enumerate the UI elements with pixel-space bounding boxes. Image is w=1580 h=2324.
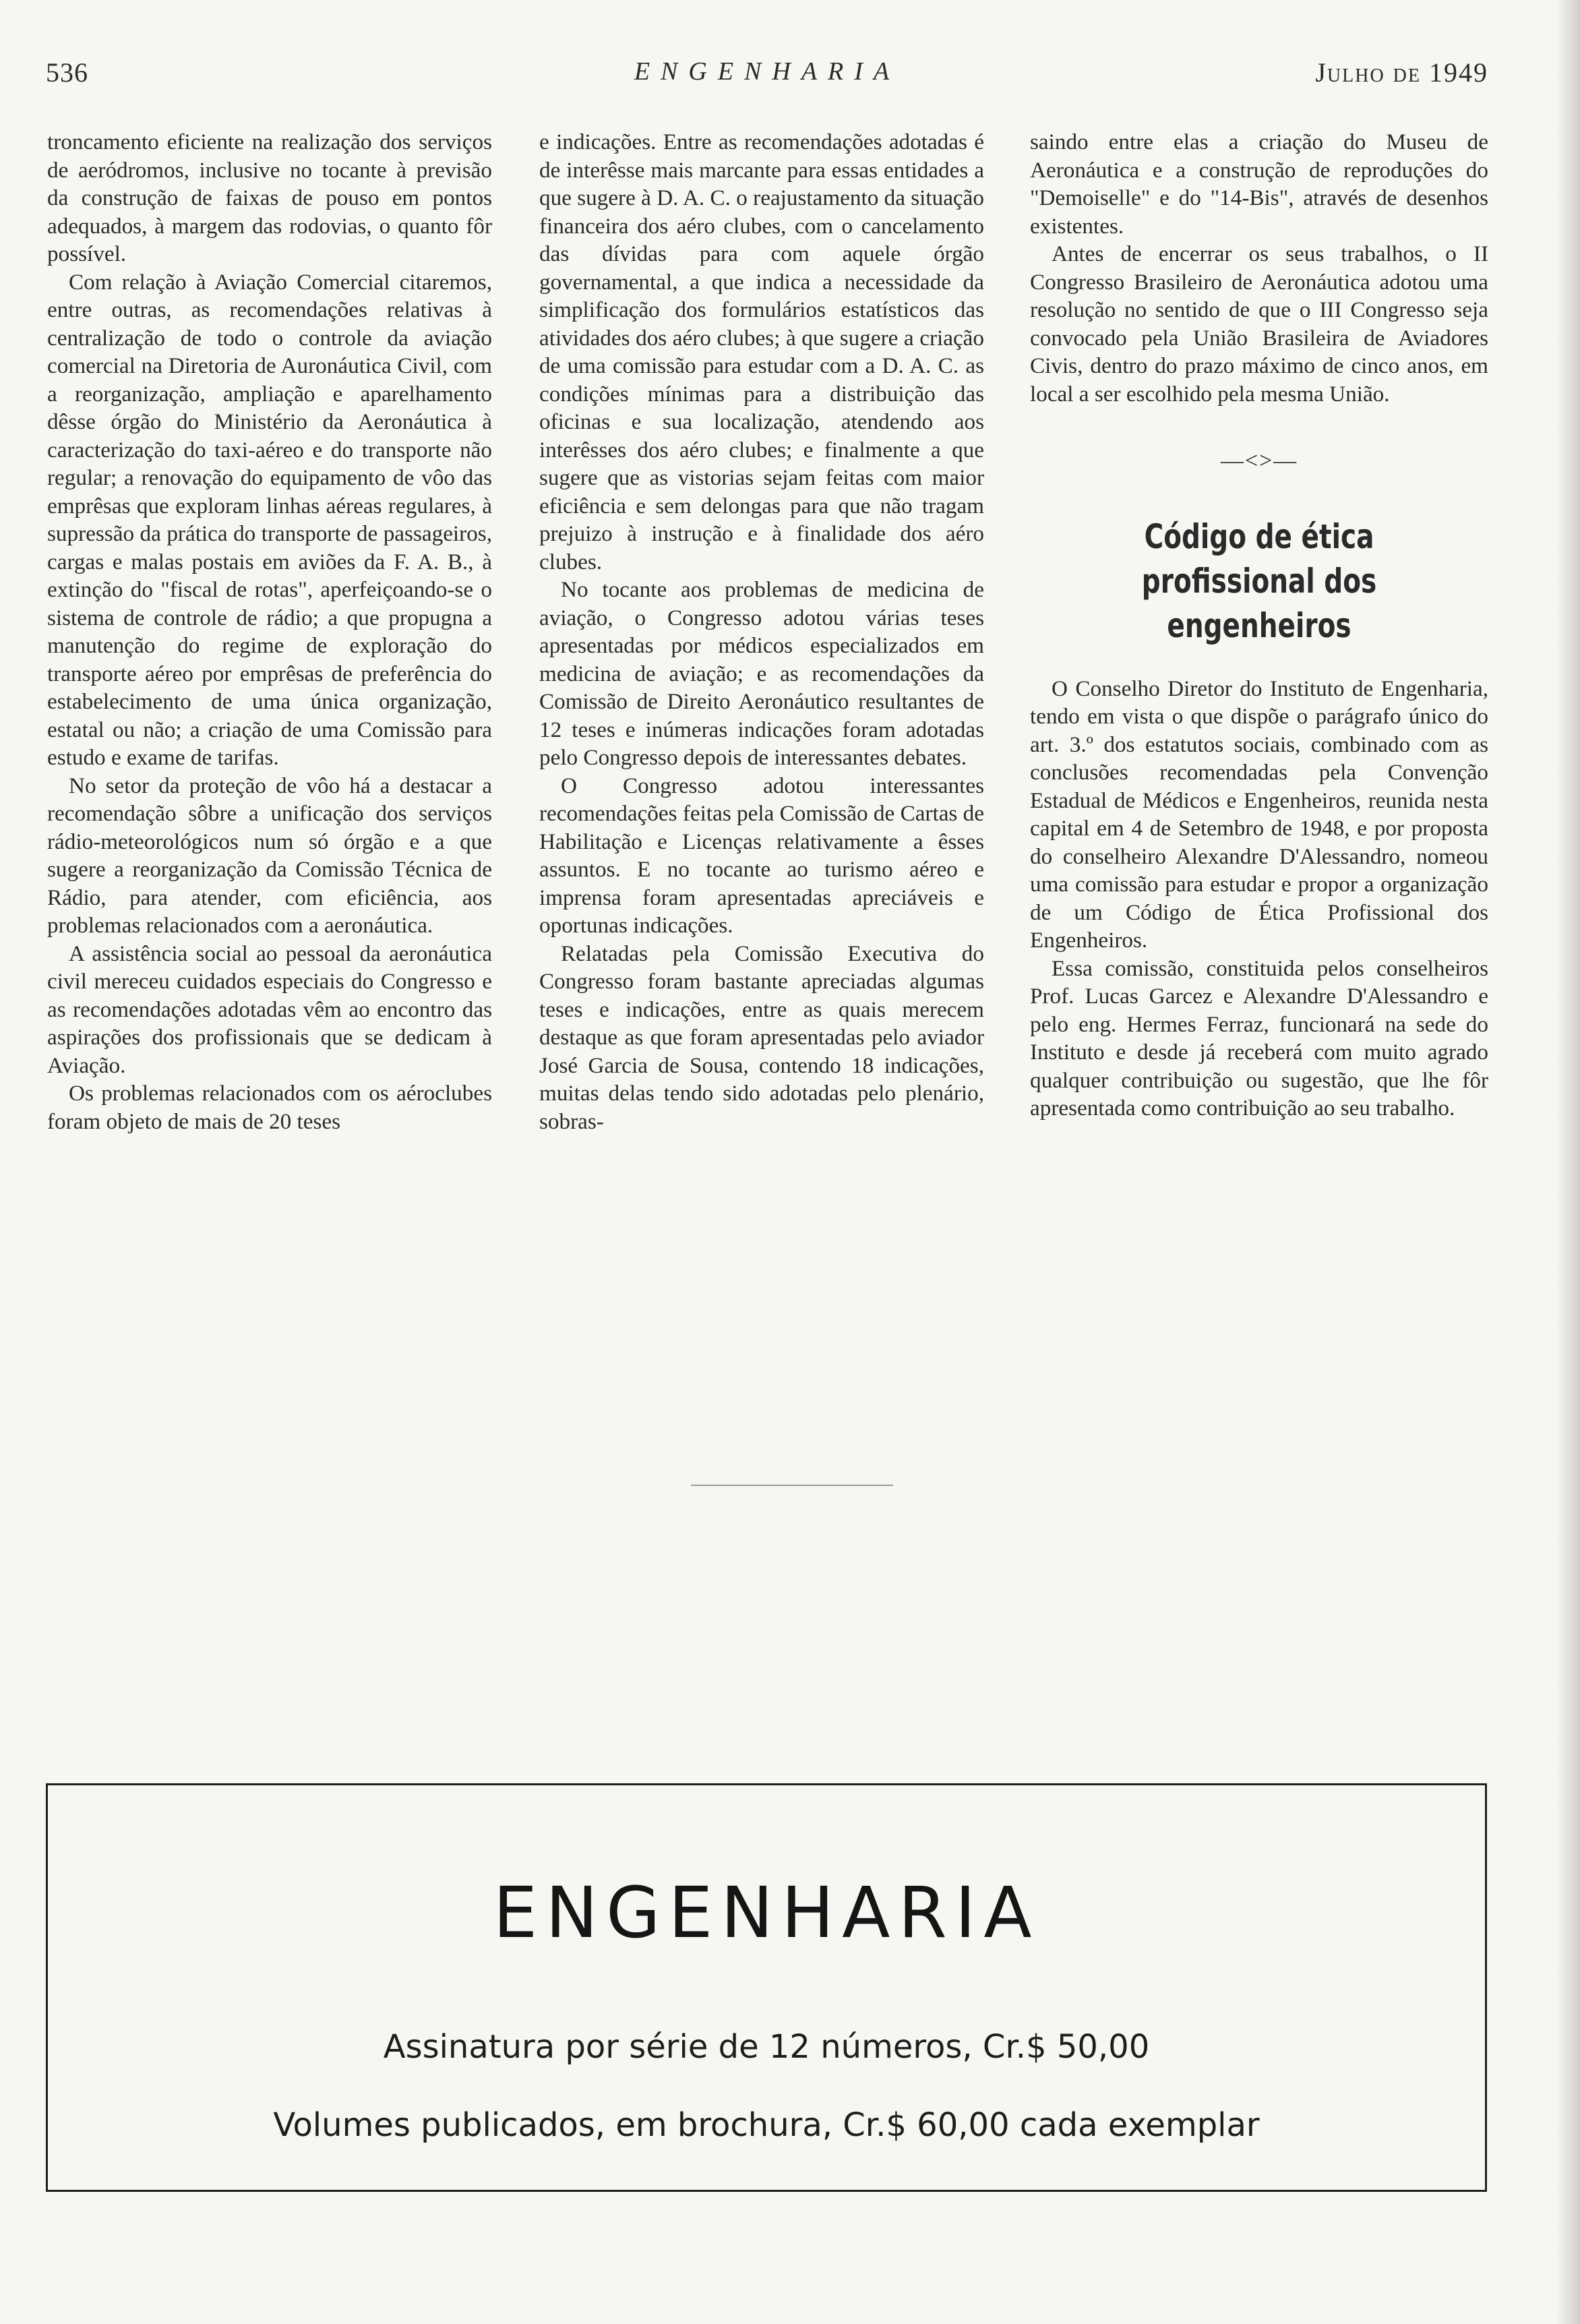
page-edge-shadow (1556, 0, 1580, 2324)
advertisement-title: ENGENHARIA (493, 1872, 1040, 1954)
page-number: 536 (46, 57, 88, 88)
paragraph: Com relação à Aviação Comercial citaremos, entre outras, as recomendações relativas à centralização de todo o controle da aviação comercial na Diretoria de Auronáutica Civil, com a reorganização, ampliação e aparelhamento dêsse órgão do Ministério da Aeronáutica à caracterização do taxi-aéreo e do transporte não regular; a renovação do equipamento de vôo das emprêsas que exploram linhas aéreas regulares, à supressão da prática do transporte de passageiros, cargas e malas postais em aviões da F. A. B., à extinção do "fiscal de rotas", aperfeiçoando-se o sistema de controle de rádio; a que propugna a manutenção do regime de exploração do transporte aéreo por emprêsas de preferência do estabelecimento de uma única organização, estatal ou não; a criação de uma Comissão para estudo e exame de tarifas. (47, 269, 492, 770)
paragraph: e indicações. Entre as recomendações adotadas é de interêsse mais marcante para essas entidades a que sugere à D. A. C. o reajustamento da situação financeira dos aéro clubes, com o cancelamento das dívidas para com aquele órgão governamental, a que indica a necessidade da simplificação dos formulários estatísticos das atividades dos aéro clubes; à que sugere a criação de uma comissão para estudar com a D. A. C. as condições mínimas para a distribuição das oficinas e sua localização, atendendo aos interêsses dos aéro clubes; e finalmente a que sugere que as vistorias sejam feitas com maior eficiência e sem delongas para que não tragam prejuizo à instrução e à finalidade dos aéro clubes. (539, 129, 984, 574)
paragraph: A assistência social ao pessoal da aeronáutica civil mereceu cuidados especiais do Congresso e as recomendações adotadas vêm ao encontro das aspirações dos profissionais que se dedicam à Aviação. (47, 941, 492, 1078)
paragraph: O Congresso adotou interessantes recomendações feitas pela Comissão de Cartas de Habilitação e Licenças relativamente a êsses assuntos. E no tocante ao turismo aéreo e imprensa foram apresentadas apreciáveis e oportunas indicações. (539, 773, 984, 938)
paragraph: Essa comissão, constituida pelos conselheiros Prof. Lucas Garcez e Alexandre D'Alessandro e pelo eng. Hermes Ferraz, funcionará na sede do Instituto e desde já receberá com muito agrado qualquer contribuição ou sugestão, que lhe fôr apresentada como contribuição ao seu trabalho. (1030, 955, 1488, 1121)
section-divider (691, 1485, 893, 1486)
journal-name: ENGENHARIA (634, 57, 901, 86)
subscription-advertisement (46, 1783, 1487, 2192)
text-column-1 (47, 128, 492, 1135)
subscription-price: Assinatura por série de 12 números, Cr.$ 50,00 (383, 2028, 1150, 2066)
paragraph: Os problemas relacionados com os aéroclubes foram objeto de mais de 20 teses (47, 1081, 492, 1134)
article-title: Código de ética profissional dos engenheiros (1141, 516, 1377, 645)
page-header (46, 57, 1488, 97)
issue-date: Julho de 1949 (1315, 57, 1488, 88)
paragraph: No setor da proteção de vôo há a destacar a recomendação sôbre a unificação dos serviços rádio-meteorológicos num só órgão e a que sugere a reorganização da Comissão Técnica de Rádio, para atender, com eficiência, aos problemas relacionados com a aeronáutica. (47, 773, 492, 938)
text-column-3 (1030, 128, 1488, 1123)
paragraph: troncamento eficiente na realização dos serviços de aeródromos, inclusive no tocante à previsão da construção de faixas de pouso em pontos adequados, à margem das rodovias, o quanto fôr possível. (47, 129, 492, 266)
paragraph: Antes de encerrar os seus trabalhos, o II Congresso Brasileiro de Aeronáutica adotou uma resolução no sentido de que o III Congresso seja convocado pela União Brasileira de Aviadores Civis, dentro do prazo máximo de cinco anos, em local a ser escolhido pela mesma União. (1030, 241, 1488, 407)
paragraph: Relatadas pela Comissão Executiva do Congresso foram bastante apreciadas algumas teses e indicações, entre as quais merecem destaque as que foram apresentadas pelo aviador José Garcia de Sousa, contendo 18 indicações, muitas delas tendo sido adotadas pelo plenário, sobras- (539, 941, 984, 1134)
section-ornament: —<>— (1220, 448, 1298, 473)
paragraph: No tocante aos problemas de medicina de aviação, o Congresso adotou várias teses apresentadas por médicos especializados em medicina de aviação; e as recomendações da Comissão de Direito Aeronáutico resultantes de 12 teses e inúmeras indicações foram adotadas pelo Congresso depois de interessantes debates. (539, 577, 984, 770)
paragraph: O Conselho Diretor do Instituto de Engenharia, tendo em vista o que dispõe o parágrafo único do art. 3.º dos estatutos sociais, combinado com as conclusões recomendadas pela Convenção Estadual de Médicos e Engenheiros, reunida nesta capital em 4 de Setembro de 1948, e por proposta do conselheiro Alexandre D'Alessandro, nomeou uma comissão para estudar e propor a organização de um Código de Ética Profissional dos Engenheiros. (1030, 676, 1488, 953)
paragraph: saindo entre elas a criação do Museu de Aeronáutica e a construção de reproduções do "Demoiselle" e do "14-Bis", através de desenhos existentes. (1030, 129, 1488, 239)
volumes-price: Volumes publicados, em brochura, Cr.$ 60,00 cada exemplar (273, 2106, 1260, 2144)
text-column-2 (539, 128, 984, 1135)
